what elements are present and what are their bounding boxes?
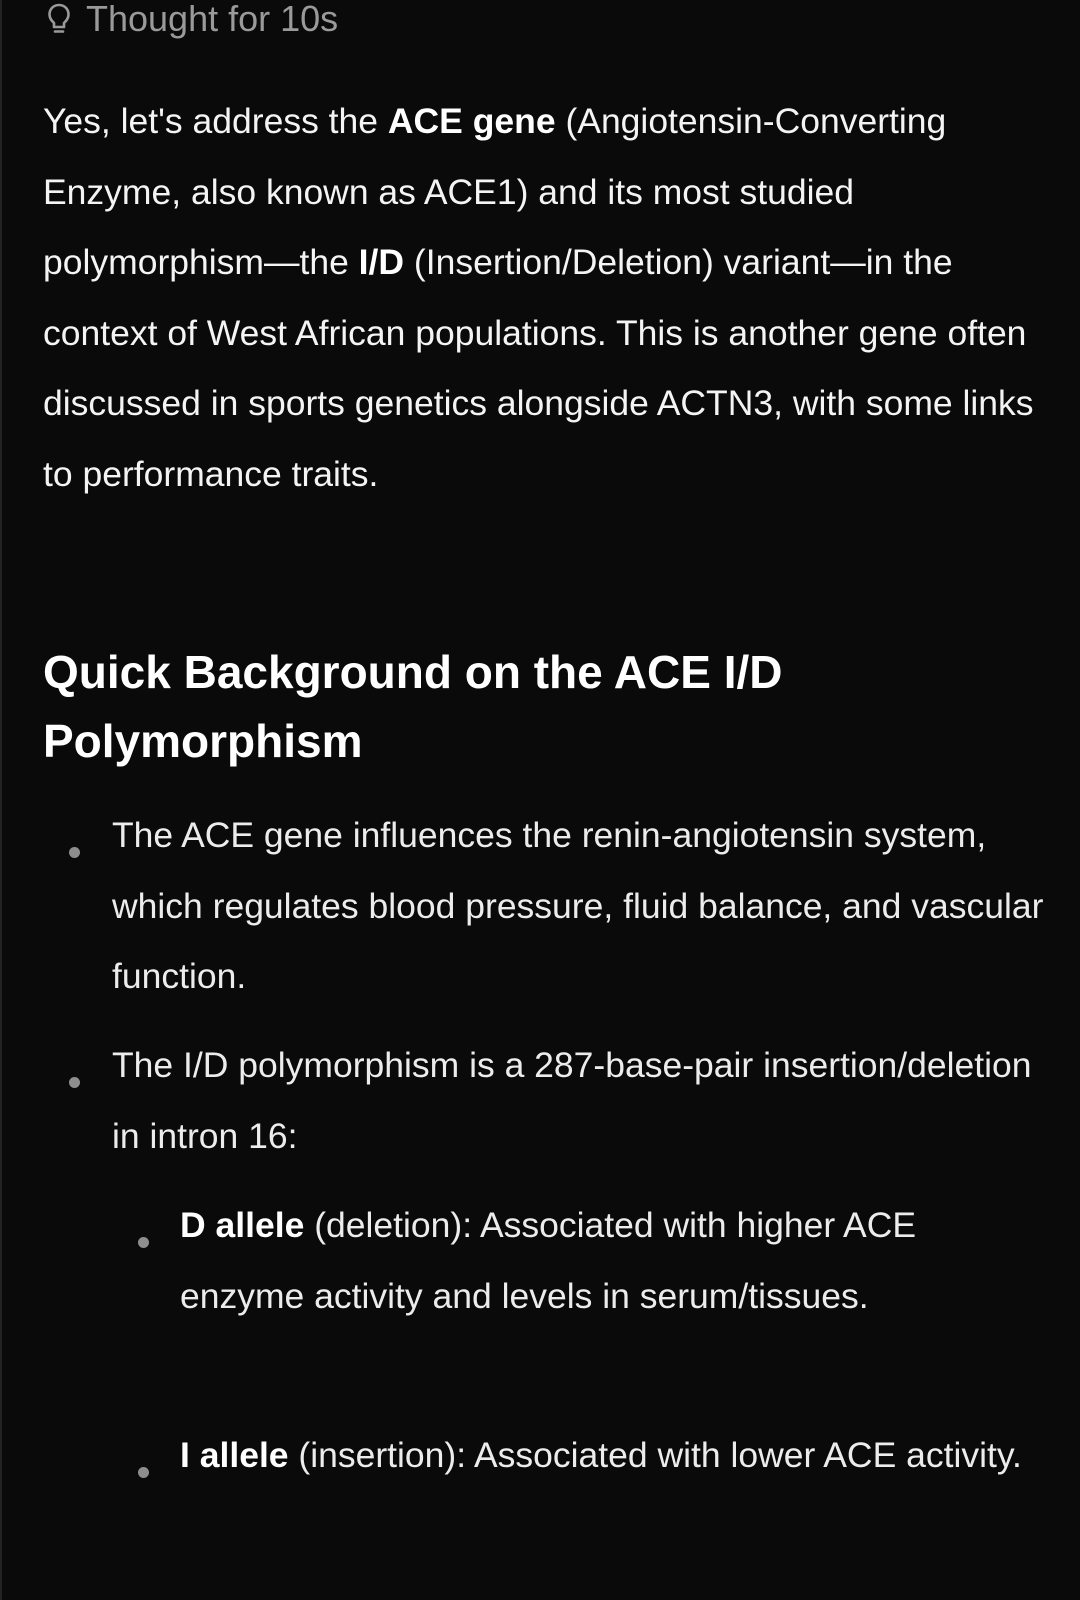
thought-toggle[interactable] [46, 0, 338, 44]
intro-paragraph [43, 86, 1043, 510]
intro-bold-ace-gene: ACE gene [387, 101, 556, 141]
sub-list-item-bold: I allele [180, 1435, 289, 1475]
sub-bullet-dot [138, 1237, 149, 1248]
sub-list-item-text: (insertion): Associated with lower ACE activity. [288, 1435, 1022, 1475]
bullet-dot [69, 1077, 80, 1088]
intro-bold-id: I/D [358, 242, 405, 283]
list-item [112, 800, 1052, 1012]
intro-text-1: Yes, let's address the [43, 101, 388, 141]
thought-label: Thought for 10s [86, 0, 339, 39]
sub-list-item-d-allele [180, 1190, 1040, 1331]
section-heading: Quick Background on the ACE I/D Polymorphism [43, 646, 783, 767]
list-item [112, 1030, 1052, 1171]
intro-text-3: (Insertion/Deletion) variant—in the context of West African populations. This is another gene often discussed in sports genetics alongside ACTN3, with some links to performance traits. [43, 242, 1034, 494]
sub-list-item-text: (deletion): Associated with higher ACE enzyme activity and levels in serum/tissues. [180, 1205, 917, 1316]
sub-bullet-dot [138, 1467, 149, 1478]
bullet-dot [69, 847, 80, 858]
list-item-text: The I/D polymorphism is a 287-base-pair insertion/deletion in intron 16: [112, 1045, 1032, 1156]
intro-text-2: (Angiotensin-Converting Enzyme, also known as ACE1) and its most studied polymorphism—the [43, 101, 947, 283]
lightbulb-icon [46, 2, 72, 36]
sub-list-item-bold: D allele [180, 1205, 305, 1245]
sub-list-item-i-allele [180, 1420, 1050, 1491]
list-item-text: The ACE gene influences the renin-angiotensin system, which regulates blood pressure, fluid balance, and vascular function. [112, 815, 1044, 997]
